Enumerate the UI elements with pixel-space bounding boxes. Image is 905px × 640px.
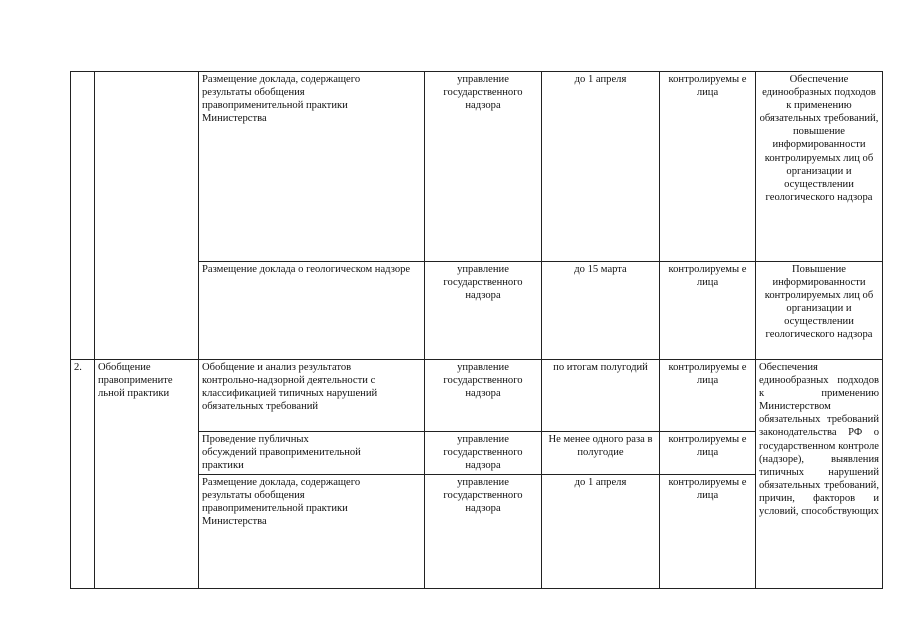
audience-cell: контролируемы е лица — [660, 262, 756, 360]
deadline-cell: до 1 апреля — [542, 475, 660, 589]
measures-table — [70, 71, 883, 589]
audience-cell: контролируемы е лица — [660, 72, 756, 262]
activity-cell: Обобщение и анализ результатов контрольно-надзорной деятельности с классификацией типичных нарушений обязательных требований — [199, 360, 425, 432]
responsible-cell: управление государственного надзора — [425, 360, 542, 432]
section-cell — [95, 72, 199, 360]
result-cell: Обеспечения единообразных подходов к применению Министерством обязательных требований законодательства РФ о государственном контроле (надзоре), выявления типичных нарушений обязательных требований, причин, факторов и условий, способствующих — [756, 360, 883, 589]
result-cell: Обеспечение единообразных подходов к применению обязательных требований, повышение информированности контролируемых лиц об организации и осуществлении геологического надзора — [756, 72, 883, 262]
activity-cell: Проведение публичных обсуждений правоприменительной практики — [199, 432, 425, 475]
activity-cell: Размещение доклада о геологическом надзоре — [199, 262, 425, 360]
deadline-cell: до 15 марта — [542, 262, 660, 360]
row-number-cell: 2. — [71, 360, 95, 589]
responsible-cell: управление государственного надзора — [425, 475, 542, 589]
deadline-cell: Не менее одного раза в полугодие — [542, 432, 660, 475]
row-number-cell — [71, 72, 95, 360]
section-cell: Обобщение правопримените льной практики — [95, 360, 199, 589]
responsible-cell: управление государственного надзора — [425, 72, 542, 262]
result-cell: Повышение информированности контролируемых лиц об организации и осуществлении геологического надзора — [756, 262, 883, 360]
audience-cell: контролируемы е лица — [660, 475, 756, 589]
deadline-cell: по итогам полугодий — [542, 360, 660, 432]
audience-cell: контролируемы е лица — [660, 360, 756, 432]
responsible-cell: управление государственного надзора — [425, 432, 542, 475]
activity-cell: Размещение доклада, содержащего результаты обобщения правоприменительной практики Министерства — [199, 72, 425, 262]
deadline-cell: до 1 апреля — [542, 72, 660, 262]
activity-cell: Размещение доклада, содержащего результаты обобщения правоприменительной практики Министерства — [199, 475, 425, 589]
table-row — [71, 72, 883, 262]
audience-cell: контролируемы е лица — [660, 432, 756, 475]
table-row — [71, 360, 883, 432]
responsible-cell: управление государственного надзора — [425, 262, 542, 360]
